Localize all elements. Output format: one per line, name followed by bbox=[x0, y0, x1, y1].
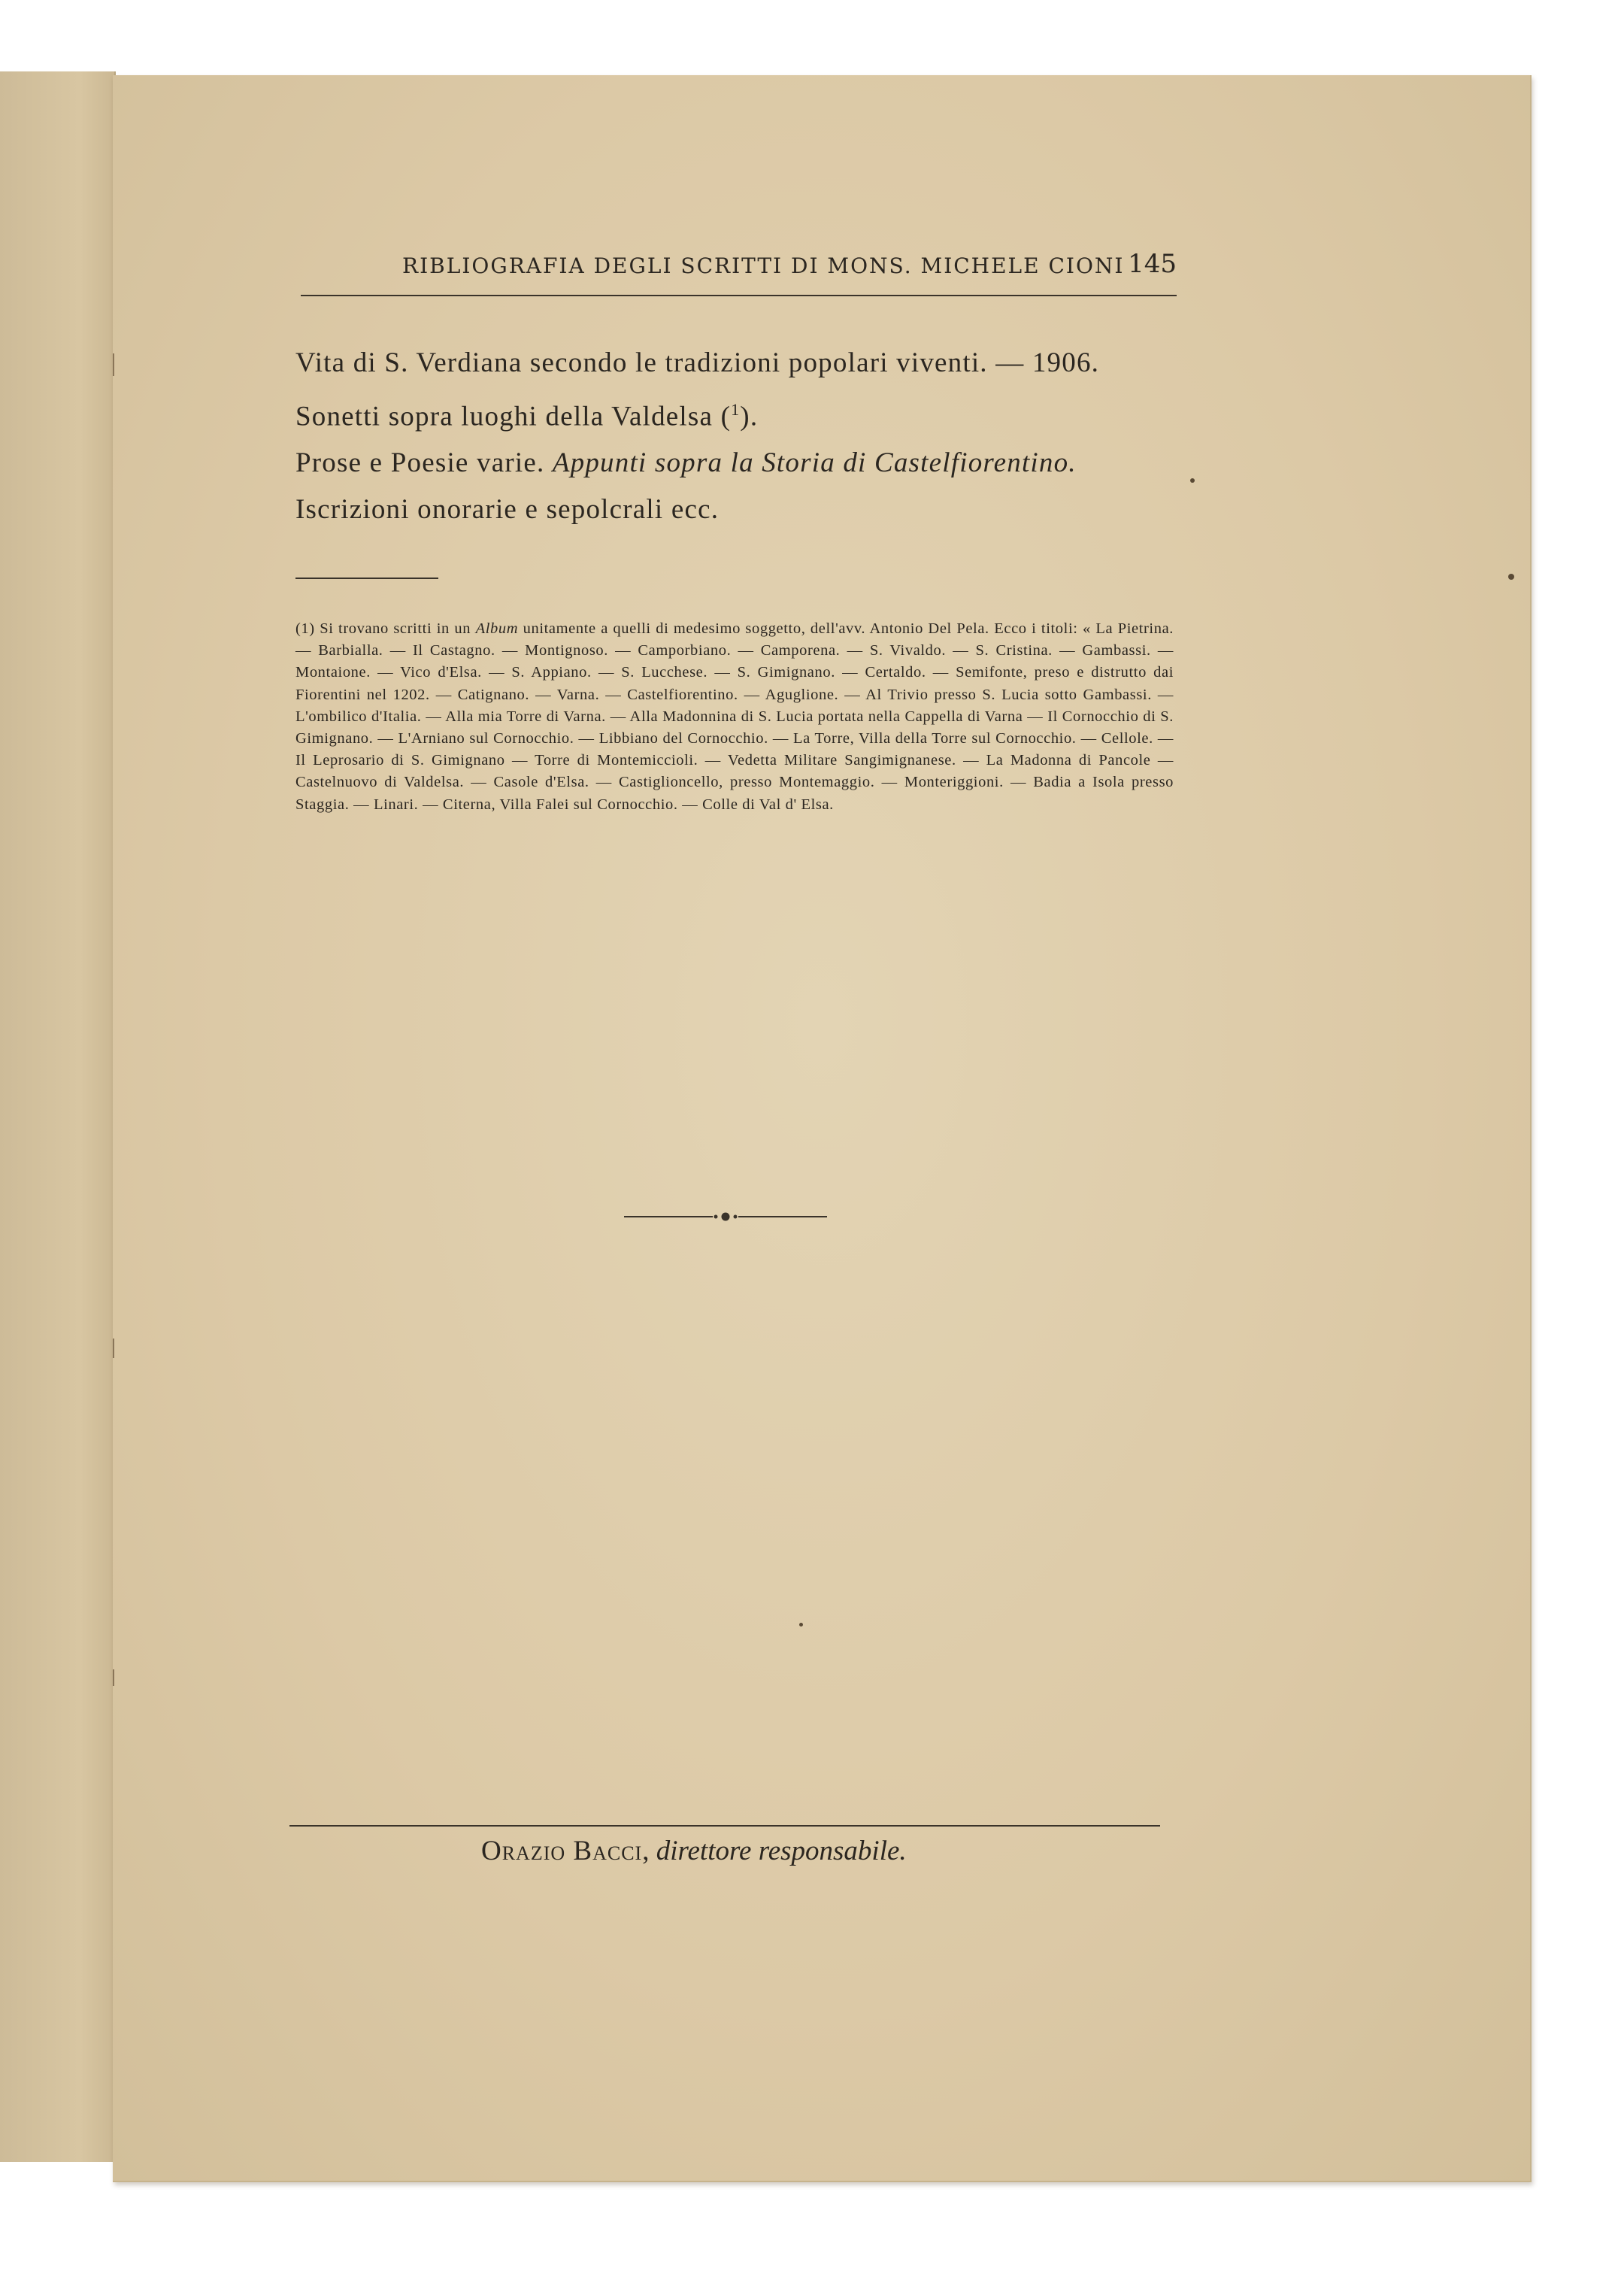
binding-mark bbox=[113, 1339, 114, 1358]
ornament-divider bbox=[624, 1209, 827, 1224]
page-number: 145 bbox=[1128, 249, 1177, 279]
footnote-ref: 1 bbox=[731, 400, 741, 419]
previous-page-edge bbox=[0, 71, 116, 2162]
entry-line: Iscrizioni onorarie e sepolcrali ecc. bbox=[295, 494, 720, 526]
footnote: (1) Si trovano scritti in un Album unitamente a quelli di medesimo soggetto, dell'avv. Antonio Del Pela. Ecco i titoli: « La Pietrina. — Barbialla. — Il Castagno. — Montignoso. — Camporbiano. — Camporena. — S. Vivaldo. — S. Cristina. — Gambassi. — Montaione. — Vico d'Elsa. — S. Appiano. — S. Lucchese. — S. Gimignano. — Certaldo. — Semifonte, preso e distrutto dai Fiorentini nel 1202. — Catignano. — Varna. — Castelfiorentino. — Aguglione. — Al Trivio presso S. Lucia sotto Gambassi. — L'ombilico d'Italia. — Alla mia Torre di Varna. — Alla Madonnina di S. Lucia portata nella Cappella di Varna — Il Cornocchio di S. Gimignano. — L'Arniano sul Cornocchio. — Libbiano del Cornocchio. — La Torre, Villa della Torre sul Cornocchio. — Cellole. — Il Leprosario di S. Gimignano — Torre di Montemiccioli. — Vedetta Militare Sangimignanese. — La Madonna di Pancole — Castelnuovo di Valdelsa. — Casole d'Elsa. — Castiglioncello, presso Montemaggio. — Monteriggioni. — Badia a Isola presso Staggia. — Linari. — Citerna, Villa Falei sul Cornocchio. — Colle di Val d' Elsa. bbox=[295, 620, 1174, 813]
binding-mark bbox=[113, 1669, 114, 1686]
running-head-title: RIBLIOGRAFIA DEGLI SCRITTI DI MONS. MICHELE CIONI bbox=[402, 253, 1125, 278]
binding-mark bbox=[113, 353, 114, 376]
imprint-name: Orazio Bacci bbox=[481, 1836, 643, 1866]
entry-line: Sonetti sopra luoghi della Valdelsa ($^1$). bbox=[295, 400, 759, 432]
imprint-role: direttore responsabile. bbox=[656, 1836, 907, 1866]
imprint: Orazio Bacci, direttore responsabile. bbox=[481, 1836, 907, 1866]
footnote-rule bbox=[295, 578, 438, 579]
entry-line: Prose e Poesie varie. Appunti sopra la Storia di Castelfiorentino. bbox=[295, 447, 1077, 479]
paper-speck bbox=[799, 1623, 803, 1627]
header-rule bbox=[301, 295, 1177, 296]
footnote-marker: (1) bbox=[295, 620, 315, 637]
entry-italic-title: Appunti sopra la Storia di Castelfiorentino. bbox=[552, 447, 1077, 479]
paper-speck bbox=[1508, 574, 1514, 580]
paper-speck bbox=[1190, 478, 1195, 483]
entry-line: Vita di S. Verdiana secondo le tradizioni popolari viventi. — 1906. bbox=[295, 347, 1100, 378]
bibliography-entries bbox=[295, 340, 1198, 533]
imprint-rule bbox=[289, 1825, 1160, 1827]
